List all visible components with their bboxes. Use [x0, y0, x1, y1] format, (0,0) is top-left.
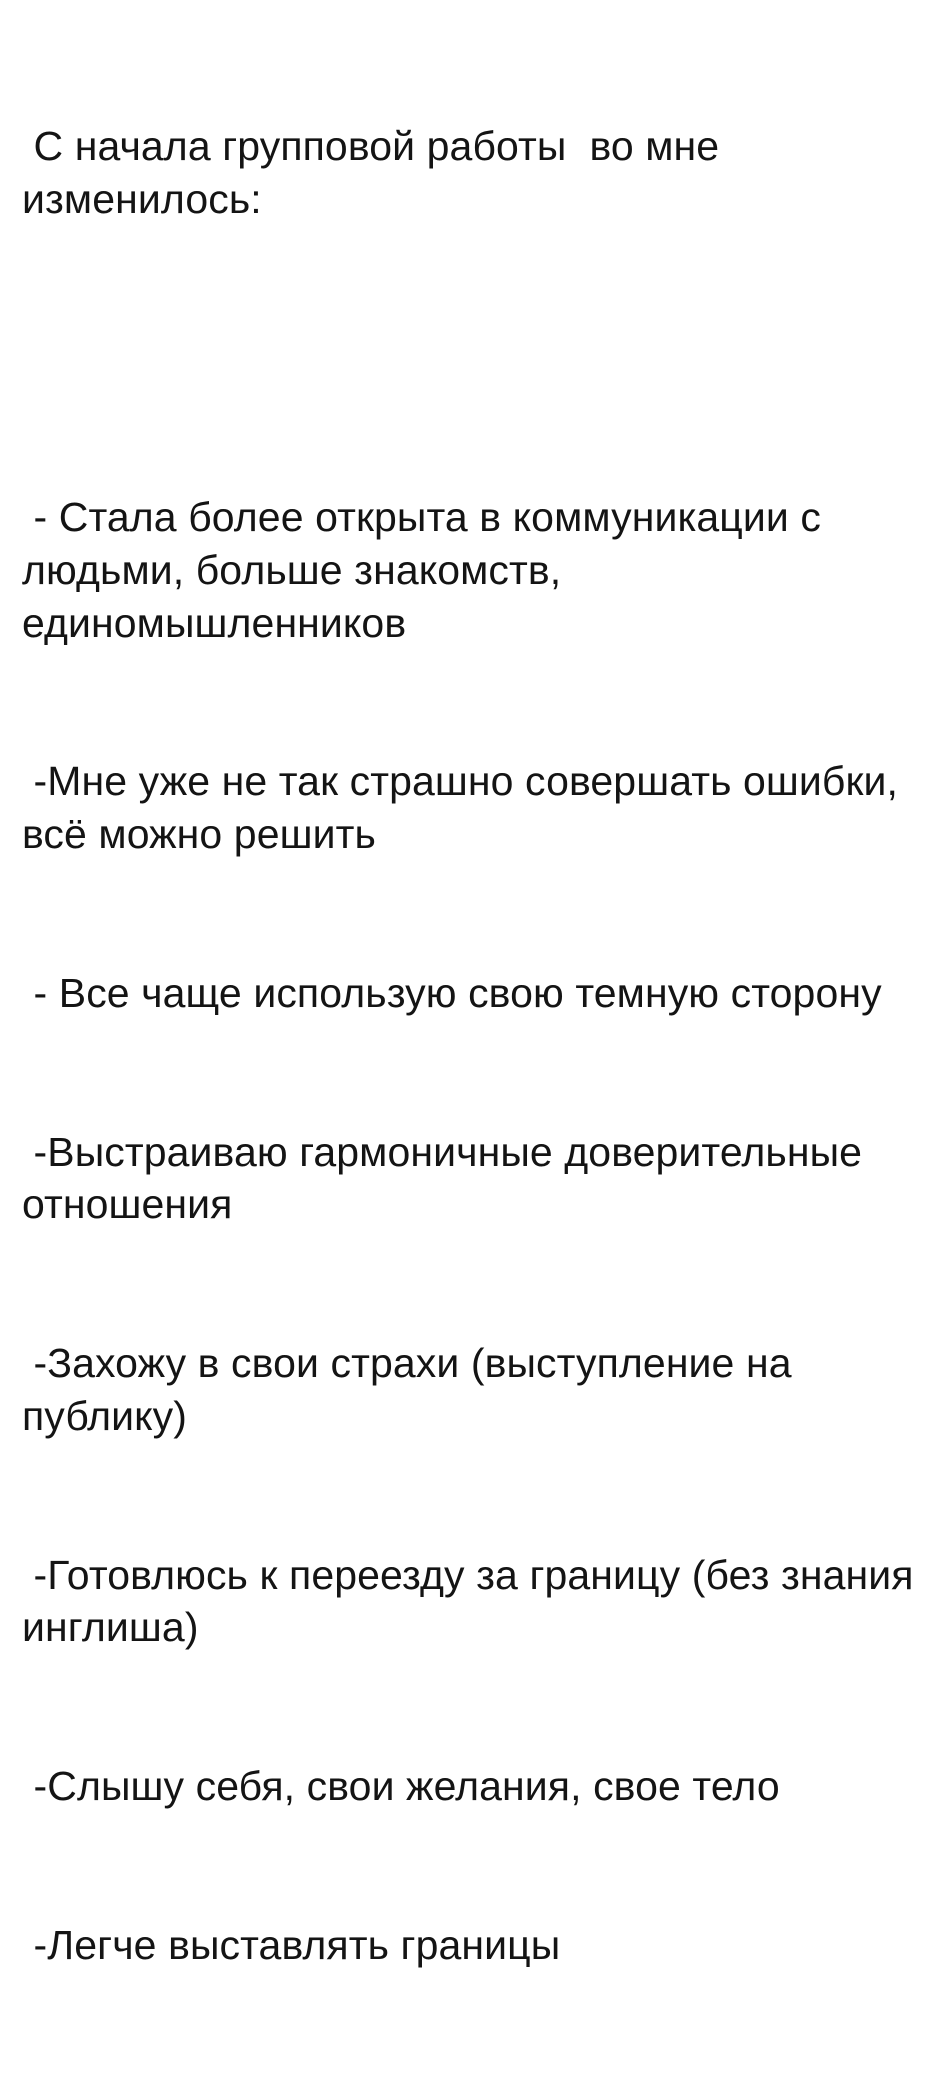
list-item: -Захожу в свои страхи (выступление на публику): [22, 1340, 804, 1439]
document-heading: С начала групповой работы во мне изменилось:: [22, 122, 731, 222]
list-item: - Все чаще использую свою темную сторону: [22, 969, 882, 1016]
list-item: -Мне уже не так страшно совершать ошибки, всё можно решить: [22, 758, 910, 858]
document-text: [22, 14, 926, 2077]
list-item: -Выстраиваю гармоничные доверительные отношения: [22, 1128, 874, 1228]
list-item: -Легче выставлять границы: [22, 1921, 561, 1968]
list-item: -Готовлюсь к переезду за границу (без знания инглиша): [22, 1551, 926, 1651]
list-item: - Стала более открыта в коммуникации с людьми, больше знакомств, единомышленников: [22, 494, 833, 646]
list-item: -Слышу себя, свои желания, свое тело: [22, 1763, 780, 1809]
paragraph-spacer: [22, 331, 917, 385]
